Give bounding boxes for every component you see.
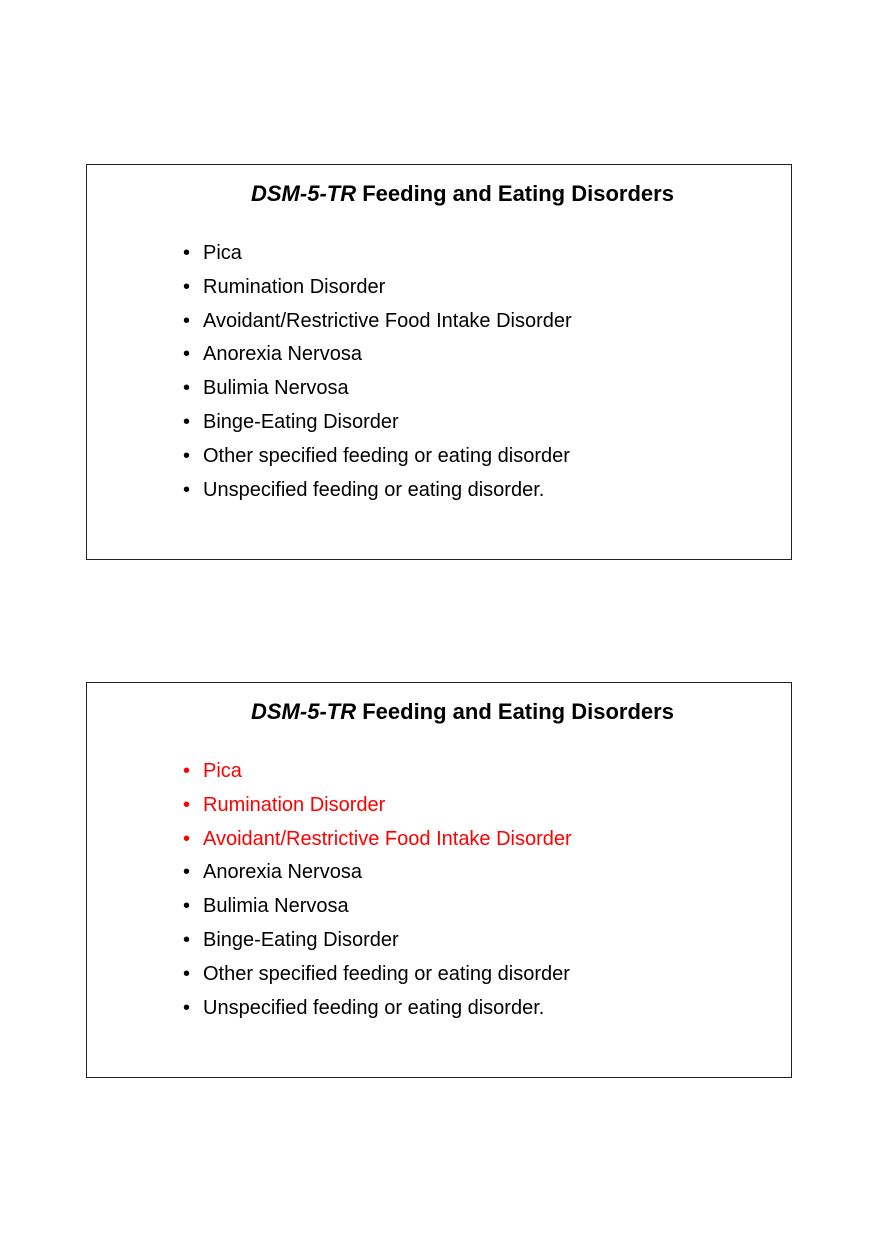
list-item <box>183 962 572 996</box>
list-item-text: Bulimia Nervosa <box>203 377 349 400</box>
list-item <box>183 827 572 861</box>
bullet-icon: • <box>183 760 191 782</box>
bullet-icon: • <box>183 962 191 985</box>
list-item <box>183 342 572 376</box>
bullet-icon: • <box>183 895 191 918</box>
list-item <box>183 241 572 275</box>
list-item <box>183 996 572 1030</box>
list-item-text: Other specified feeding or eating disorder <box>203 962 570 985</box>
list-item-text: Pica <box>203 242 242 264</box>
bullet-icon: • <box>183 309 191 332</box>
list-item-text: Binge-Eating Disorder <box>203 410 399 433</box>
bullet-icon: • <box>183 478 191 501</box>
list-item-text: Unspecified feeding or eating disorder. <box>203 996 545 1019</box>
list-item <box>183 478 572 512</box>
bullet-icon: • <box>183 827 191 850</box>
list-item <box>183 759 572 793</box>
list-item-text: Bulimia Nervosa <box>203 895 349 918</box>
list-item <box>183 793 572 827</box>
list-item-text: Anorexia Nervosa <box>203 861 362 884</box>
bullet-icon: • <box>183 793 191 816</box>
list-item-text: Other specified feeding or eating disorder <box>203 444 570 467</box>
bullet-icon: • <box>183 996 191 1019</box>
slide-2 <box>86 682 792 1078</box>
list-item <box>183 309 572 343</box>
title-italic: DSM-5-TR <box>251 181 357 206</box>
list-item <box>183 894 572 928</box>
title-italic: DSM-5-TR <box>251 699 357 724</box>
slide-title <box>251 699 674 725</box>
list-item-text: Avoidant/Restrictive Food Intake Disorder <box>203 309 572 332</box>
slide-title <box>251 181 674 207</box>
bullet-icon: • <box>183 861 191 884</box>
list-item <box>183 444 572 478</box>
list-item-text: Anorexia Nervosa <box>203 343 362 366</box>
list-item-text: Unspecified feeding or eating disorder. <box>203 478 545 501</box>
bullet-icon: • <box>183 377 191 400</box>
bullet-icon: • <box>183 275 191 298</box>
list-item-text: Rumination Disorder <box>203 275 386 298</box>
list-item <box>183 860 572 894</box>
list-item-text: Avoidant/Restrictive Food Intake Disorder <box>203 827 572 850</box>
bullet-icon: • <box>183 928 191 951</box>
slide-1 <box>86 164 792 560</box>
list-item <box>183 410 572 444</box>
title-rest: Feeding and Eating Disorders <box>356 181 674 206</box>
list-item-text: Rumination Disorder <box>203 793 386 816</box>
list-item-text: Pica <box>203 760 242 782</box>
list-item <box>183 376 572 410</box>
disorder-list <box>183 241 572 511</box>
bullet-icon: • <box>183 242 191 264</box>
disorder-list <box>183 759 572 1029</box>
title-rest: Feeding and Eating Disorders <box>356 699 674 724</box>
bullet-icon: • <box>183 410 191 433</box>
list-item <box>183 928 572 962</box>
list-item <box>183 275 572 309</box>
bullet-icon: • <box>183 343 191 366</box>
bullet-icon: • <box>183 444 191 467</box>
list-item-text: Binge-Eating Disorder <box>203 928 399 951</box>
